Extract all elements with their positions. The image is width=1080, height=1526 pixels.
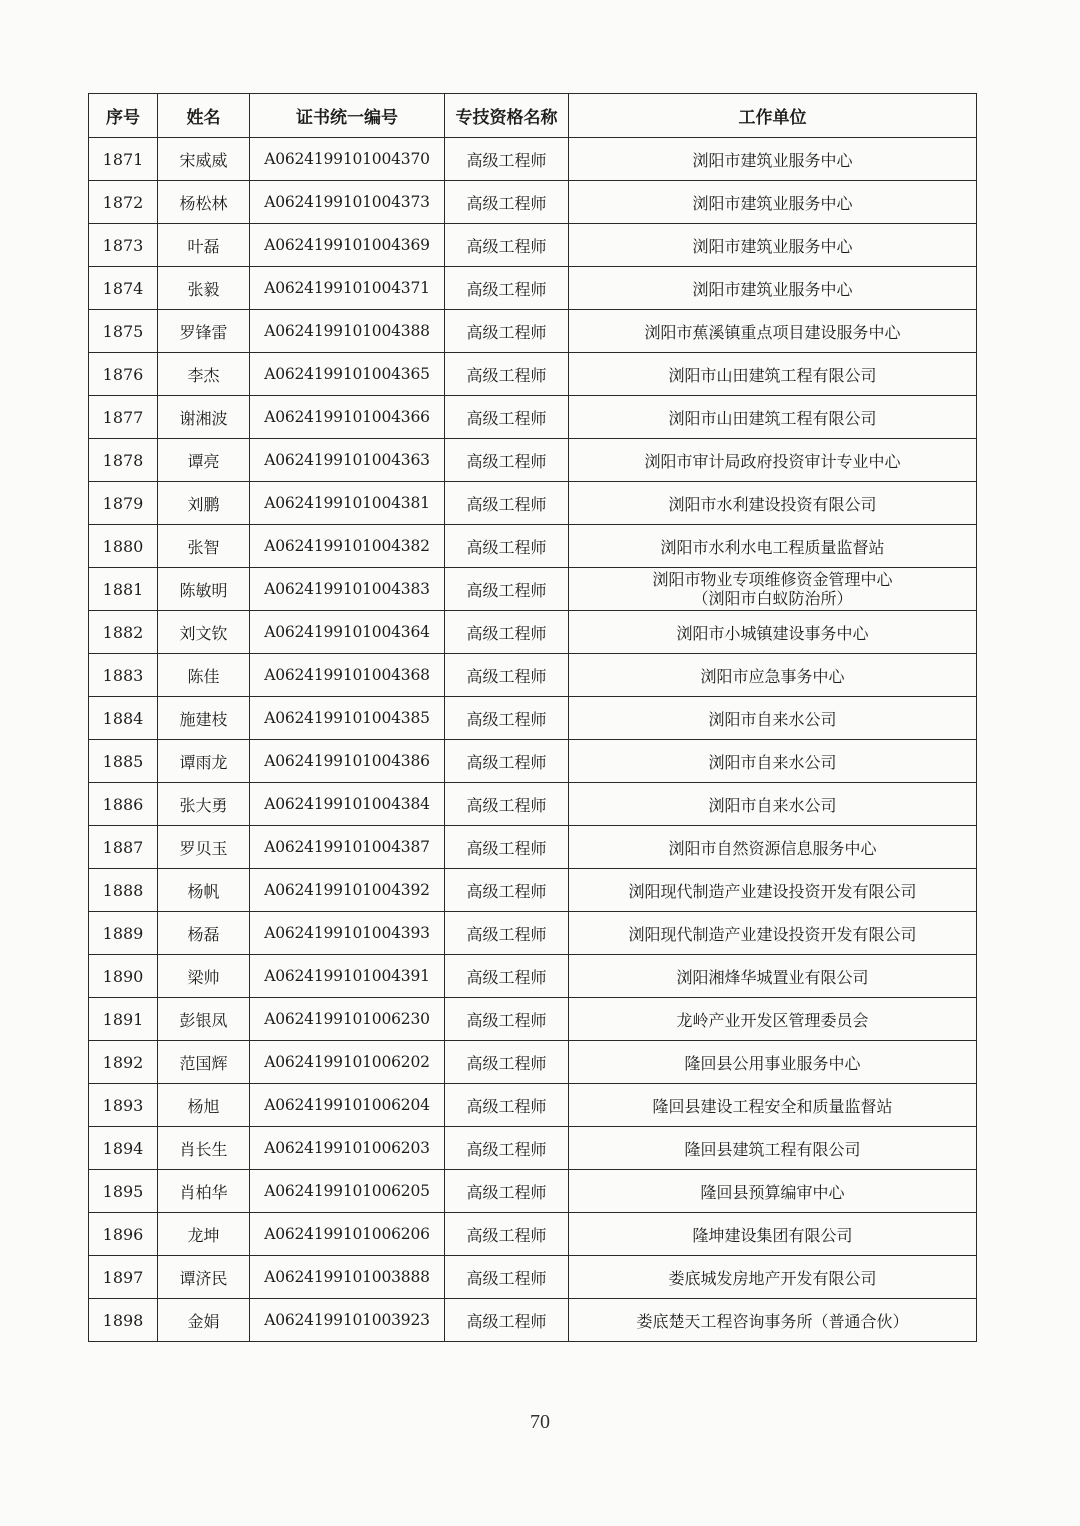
name-cell: 谢湘波 xyxy=(158,396,250,439)
work-unit-cell: 浏阳市蕉溪镇重点项目建设服务中心 xyxy=(569,310,977,353)
header-work-unit: 工作单位 xyxy=(569,94,977,138)
header-certificate-number: 证书统一编号 xyxy=(250,94,445,138)
serial-cell: 1880 xyxy=(89,525,158,568)
serial-cell: 1885 xyxy=(89,740,158,783)
certificate-number-cell: A0624199101004387 xyxy=(250,826,445,869)
header-name: 姓名 xyxy=(158,94,250,138)
certificate-number-cell: A0624199101004388 xyxy=(250,310,445,353)
name-cell: 范国辉 xyxy=(158,1041,250,1084)
qualification-cell: 高级工程师 xyxy=(445,1041,569,1084)
qualification-cell: 高级工程师 xyxy=(445,1256,569,1299)
certificate-number-cell: A0624199101004364 xyxy=(250,611,445,654)
name-cell: 金娟 xyxy=(158,1299,250,1342)
name-cell: 叶磊 xyxy=(158,224,250,267)
table-row xyxy=(89,955,977,998)
qualification-cell: 高级工程师 xyxy=(445,1127,569,1170)
certificate-number-cell: A0624199101003888 xyxy=(250,1256,445,1299)
table-body xyxy=(89,138,977,1342)
qualification-cell: 高级工程师 xyxy=(445,482,569,525)
qualification-cell: 高级工程师 xyxy=(445,654,569,697)
table-row xyxy=(89,1170,977,1213)
qualification-cell: 高级工程师 xyxy=(445,568,569,611)
serial-cell: 1877 xyxy=(89,396,158,439)
work-unit-cell: 娄底楚天工程咨询事务所（普通合伙） xyxy=(569,1299,977,1342)
work-unit-cell xyxy=(569,568,977,611)
work-unit-cell: 浏阳现代制造产业建设投资开发有限公司 xyxy=(569,869,977,912)
work-unit-cell: 浏阳市自来水公司 xyxy=(569,697,977,740)
certificate-number-cell: A0624199101004373 xyxy=(250,181,445,224)
name-cell: 谭雨龙 xyxy=(158,740,250,783)
qualification-cell: 高级工程师 xyxy=(445,1299,569,1342)
name-cell: 肖柏华 xyxy=(158,1170,250,1213)
table-row xyxy=(89,525,977,568)
serial-cell: 1873 xyxy=(89,224,158,267)
certificate-number-cell: A0624199101004368 xyxy=(250,654,445,697)
work-unit-cell: 浏阳市山田建筑工程有限公司 xyxy=(569,396,977,439)
name-cell: 施建枝 xyxy=(158,697,250,740)
certificate-number-cell: A0624199101006205 xyxy=(250,1170,445,1213)
table-row xyxy=(89,740,977,783)
serial-cell: 1881 xyxy=(89,568,158,611)
qualification-cell: 高级工程师 xyxy=(445,869,569,912)
name-cell: 龙坤 xyxy=(158,1213,250,1256)
name-cell: 谭济民 xyxy=(158,1256,250,1299)
qualification-cell: 高级工程师 xyxy=(445,224,569,267)
certificate-number-cell: A0624199101004371 xyxy=(250,267,445,310)
table-row xyxy=(89,1256,977,1299)
name-cell: 杨磊 xyxy=(158,912,250,955)
name-cell: 彭银凤 xyxy=(158,998,250,1041)
table-row xyxy=(89,1299,977,1342)
qualification-cell: 高级工程师 xyxy=(445,611,569,654)
name-cell: 梁帅 xyxy=(158,955,250,998)
certificate-number-cell: A0624199101004385 xyxy=(250,697,445,740)
table-row xyxy=(89,568,977,611)
table-row xyxy=(89,353,977,396)
table-row xyxy=(89,1041,977,1084)
table-row xyxy=(89,396,977,439)
work-unit-cell: 娄底城发房地产开发有限公司 xyxy=(569,1256,977,1299)
serial-cell: 1886 xyxy=(89,783,158,826)
qualification-cell: 高级工程师 xyxy=(445,1213,569,1256)
serial-cell: 1882 xyxy=(89,611,158,654)
work-unit-cell: 浏阳市小城镇建设事务中心 xyxy=(569,611,977,654)
name-cell: 张毅 xyxy=(158,267,250,310)
serial-cell: 1883 xyxy=(89,654,158,697)
work-unit-cell: 隆回县建设工程安全和质量监督站 xyxy=(569,1084,977,1127)
qualification-cell: 高级工程师 xyxy=(445,439,569,482)
certificate-number-cell: A0624199101004365 xyxy=(250,353,445,396)
table-row xyxy=(89,439,977,482)
work-unit-cell: 浏阳市建筑业服务中心 xyxy=(569,138,977,181)
work-unit-cell: 浏阳市建筑业服务中心 xyxy=(569,181,977,224)
work-unit-cell: 浏阳市山田建筑工程有限公司 xyxy=(569,353,977,396)
certificate-number-cell: A0624199101004363 xyxy=(250,439,445,482)
qualification-cell: 高级工程师 xyxy=(445,998,569,1041)
work-unit-cell: 隆回县公用事业服务中心 xyxy=(569,1041,977,1084)
work-unit-cell: 浏阳湘烽华城置业有限公司 xyxy=(569,955,977,998)
serial-cell: 1893 xyxy=(89,1084,158,1127)
work-unit-cell: 浏阳市建筑业服务中心 xyxy=(569,224,977,267)
certificate-number-cell: A0624199101004370 xyxy=(250,138,445,181)
work-unit-cell: 隆回县建筑工程有限公司 xyxy=(569,1127,977,1170)
serial-cell: 1889 xyxy=(89,912,158,955)
serial-cell: 1879 xyxy=(89,482,158,525)
serial-cell: 1898 xyxy=(89,1299,158,1342)
table-row xyxy=(89,783,977,826)
serial-cell: 1875 xyxy=(89,310,158,353)
certificate-number-cell: A0624199101004391 xyxy=(250,955,445,998)
serial-cell: 1872 xyxy=(89,181,158,224)
serial-cell: 1896 xyxy=(89,1213,158,1256)
name-cell: 李杰 xyxy=(158,353,250,396)
table-row xyxy=(89,654,977,697)
qualification-cell: 高级工程师 xyxy=(445,525,569,568)
work-unit-cell: 隆坤建设集团有限公司 xyxy=(569,1213,977,1256)
name-cell: 宋威威 xyxy=(158,138,250,181)
serial-cell: 1894 xyxy=(89,1127,158,1170)
qualification-cell: 高级工程师 xyxy=(445,310,569,353)
serial-cell: 1887 xyxy=(89,826,158,869)
serial-cell: 1884 xyxy=(89,697,158,740)
table-row xyxy=(89,181,977,224)
table-header-row xyxy=(89,94,977,138)
certificate-number-cell: A0624199101004369 xyxy=(250,224,445,267)
work-unit-cell: 浏阳市审计局政府投资审计专业中心 xyxy=(569,439,977,482)
certificate-number-cell: A0624199101003923 xyxy=(250,1299,445,1342)
serial-cell: 1895 xyxy=(89,1170,158,1213)
qualification-cell: 高级工程师 xyxy=(445,826,569,869)
work-unit-line: 浏阳市物业专项维修资金管理中心 xyxy=(652,570,893,589)
certificate-number-cell: A0624199101004366 xyxy=(250,396,445,439)
certificate-number-cell: A0624199101006202 xyxy=(250,1041,445,1084)
certificate-number-cell: A0624199101006230 xyxy=(250,998,445,1041)
certificate-number-cell: A0624199101004392 xyxy=(250,869,445,912)
work-unit-line: （浏阳市白蚁防治所） xyxy=(692,589,853,608)
qualification-cell: 高级工程师 xyxy=(445,912,569,955)
work-unit-cell: 浏阳现代制造产业建设投资开发有限公司 xyxy=(569,912,977,955)
work-unit-cell: 浏阳市自来水公司 xyxy=(569,783,977,826)
work-unit-cell: 浏阳市水利水电工程质量监督站 xyxy=(569,525,977,568)
certificate-number-cell: A0624199101006203 xyxy=(250,1127,445,1170)
table-row xyxy=(89,1127,977,1170)
serial-cell: 1888 xyxy=(89,869,158,912)
serial-cell: 1892 xyxy=(89,1041,158,1084)
table-row xyxy=(89,310,977,353)
qualification-cell: 高级工程师 xyxy=(445,955,569,998)
header-qualification: 专技资格名称 xyxy=(445,94,569,138)
table-row xyxy=(89,267,977,310)
name-cell: 杨帆 xyxy=(158,869,250,912)
certificate-table xyxy=(88,93,977,1342)
page-number: 70 xyxy=(530,1411,550,1433)
table-row xyxy=(89,224,977,267)
name-cell: 杨松林 xyxy=(158,181,250,224)
name-cell: 张大勇 xyxy=(158,783,250,826)
certificate-number-cell: A0624199101004383 xyxy=(250,568,445,611)
table-row xyxy=(89,998,977,1041)
name-cell: 张智 xyxy=(158,525,250,568)
qualification-cell: 高级工程师 xyxy=(445,783,569,826)
qualification-cell: 高级工程师 xyxy=(445,353,569,396)
table-row xyxy=(89,826,977,869)
certificate-number-cell: A0624199101006204 xyxy=(250,1084,445,1127)
certificate-number-cell: A0624199101006206 xyxy=(250,1213,445,1256)
serial-cell: 1878 xyxy=(89,439,158,482)
name-cell: 罗贝玉 xyxy=(158,826,250,869)
qualification-cell: 高级工程师 xyxy=(445,1084,569,1127)
work-unit-cell: 隆回县预算编审中心 xyxy=(569,1170,977,1213)
work-unit-cell: 浏阳市应急事务中心 xyxy=(569,654,977,697)
qualification-cell: 高级工程师 xyxy=(445,1170,569,1213)
header-serial: 序号 xyxy=(89,94,158,138)
work-unit-cell: 浏阳市自来水公司 xyxy=(569,740,977,783)
name-cell: 肖长生 xyxy=(158,1127,250,1170)
table-row xyxy=(89,138,977,181)
qualification-cell: 高级工程师 xyxy=(445,396,569,439)
qualification-cell: 高级工程师 xyxy=(445,181,569,224)
table-row xyxy=(89,912,977,955)
serial-cell: 1876 xyxy=(89,353,158,396)
qualification-cell: 高级工程师 xyxy=(445,138,569,181)
name-cell: 陈敏明 xyxy=(158,568,250,611)
serial-cell: 1890 xyxy=(89,955,158,998)
work-unit-cell: 龙岭产业开发区管理委员会 xyxy=(569,998,977,1041)
table-row xyxy=(89,869,977,912)
table-row xyxy=(89,1084,977,1127)
name-cell: 罗锋雷 xyxy=(158,310,250,353)
name-cell: 刘鹏 xyxy=(158,482,250,525)
serial-cell: 1897 xyxy=(89,1256,158,1299)
work-unit-cell: 浏阳市建筑业服务中心 xyxy=(569,267,977,310)
name-cell: 谭亮 xyxy=(158,439,250,482)
certificate-number-cell: A0624199101004382 xyxy=(250,525,445,568)
serial-cell: 1871 xyxy=(89,138,158,181)
name-cell: 杨旭 xyxy=(158,1084,250,1127)
table-row xyxy=(89,482,977,525)
qualification-cell: 高级工程师 xyxy=(445,740,569,783)
name-cell: 陈佳 xyxy=(158,654,250,697)
qualification-cell: 高级工程师 xyxy=(445,697,569,740)
name-cell: 刘文钦 xyxy=(158,611,250,654)
table-row xyxy=(89,697,977,740)
work-unit-cell: 浏阳市自然资源信息服务中心 xyxy=(569,826,977,869)
table-row xyxy=(89,1213,977,1256)
certificate-number-cell: A0624199101004386 xyxy=(250,740,445,783)
qualification-cell: 高级工程师 xyxy=(445,267,569,310)
certificate-number-cell: A0624199101004381 xyxy=(250,482,445,525)
certificate-number-cell: A0624199101004393 xyxy=(250,912,445,955)
certificate-number-cell: A0624199101004384 xyxy=(250,783,445,826)
serial-cell: 1874 xyxy=(89,267,158,310)
work-unit-cell: 浏阳市水利建设投资有限公司 xyxy=(569,482,977,525)
serial-cell: 1891 xyxy=(89,998,158,1041)
table-row xyxy=(89,611,977,654)
